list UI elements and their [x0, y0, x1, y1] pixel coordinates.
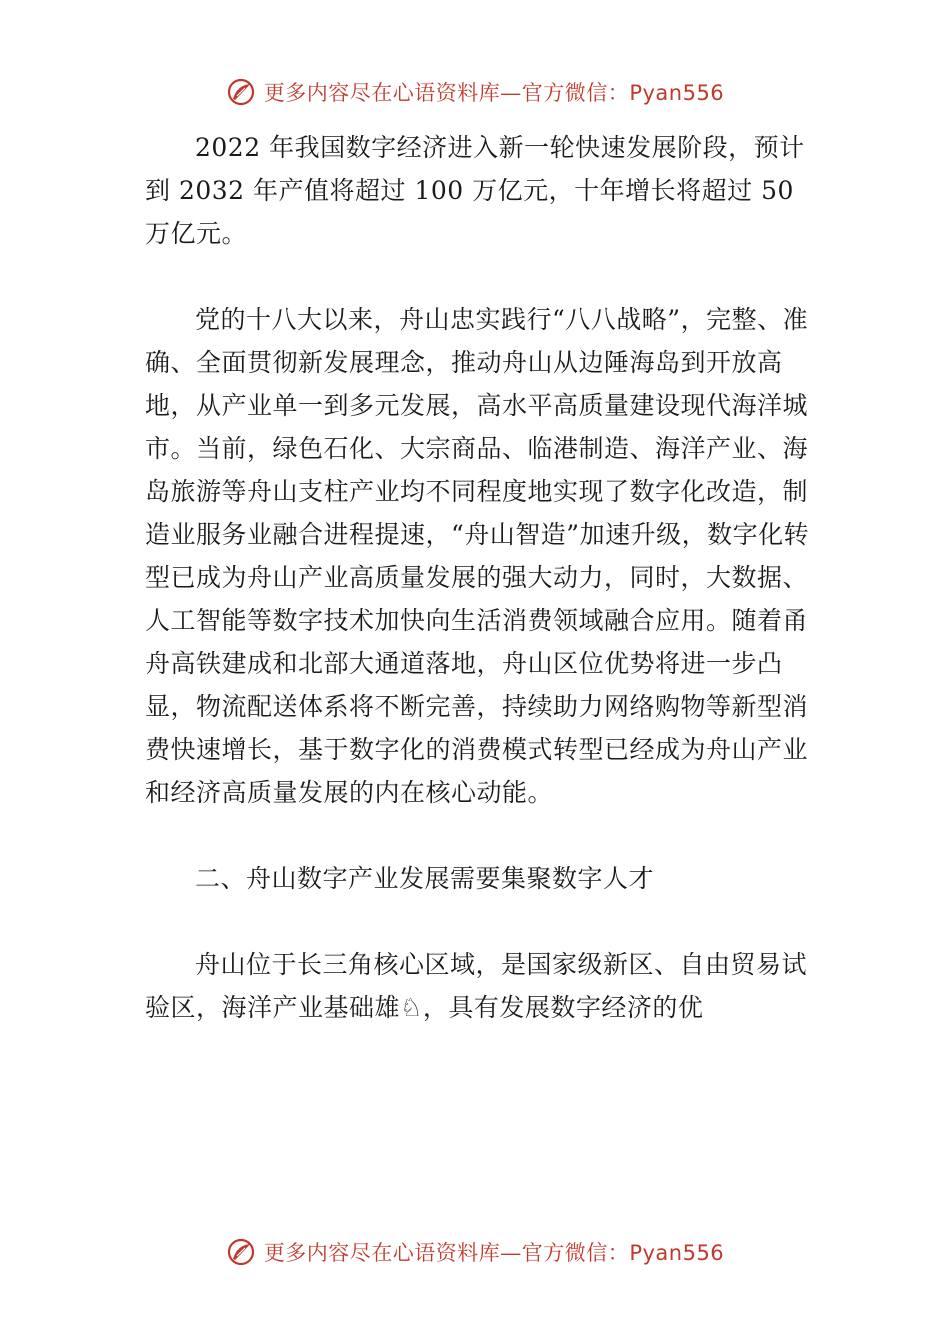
- brand-logo-icon: [226, 77, 256, 107]
- watermark-text: 更多内容尽在心语资料库—官方微信：Pyan556: [263, 1241, 725, 1265]
- paragraph-zhoushan-location: 舟山位于长三角核心区域，是国家级新区、自由贸易试验区，海洋产业基础雄♘，具有发展数字经济的优: [145, 950, 808, 1022]
- document-body: [145, 126, 811, 1029]
- section-heading: 二、舟山数字产业发展需要集聚数字人才: [195, 864, 655, 893]
- header-watermark-banner: [0, 72, 950, 112]
- watermark-text: 更多内容尽在心语资料库—官方微信：Pyan556: [263, 81, 725, 105]
- paragraph-digital-economy: 2022 年我国数字经济进入新一轮快速发展阶段，预计到 2032 年产值将超过 100 万亿元，十年增长将超过 50 万亿元。: [145, 133, 805, 248]
- paragraph-zhoushan-development: 党的十八大以来，舟山忠实践行“八八战略”，完整、准确、全面贯彻新发展理念，推动舟山从边陲海岛到开放高地，从产业单一到多元发展，高水平高质量建设现代海洋城市。当前，绿色石化、大宗商品、临港制造、海洋产业、海岛旅游等舟山支柱产业均不同程度地实现了数字化改造，制造业服务业融合进程提速，“舟山智造”加速升级，数字化转型已成为舟山产业高质量发展的强大动力，同时，大数据、人工智能等数字技术加快向生活消费领域融合应用。随着甬舟高铁建成和北部大通道落地，舟山区位优势将进一步凸显，物流配送体系将不断完善，持续助力网络购物等新型消费快速增长，基于数字化的消费模式转型已经成为舟山产业和经济高质量发展的内在核心动能。: [145, 305, 810, 807]
- footer-watermark-banner: [0, 1232, 950, 1272]
- brand-logo-icon: [226, 1237, 256, 1267]
